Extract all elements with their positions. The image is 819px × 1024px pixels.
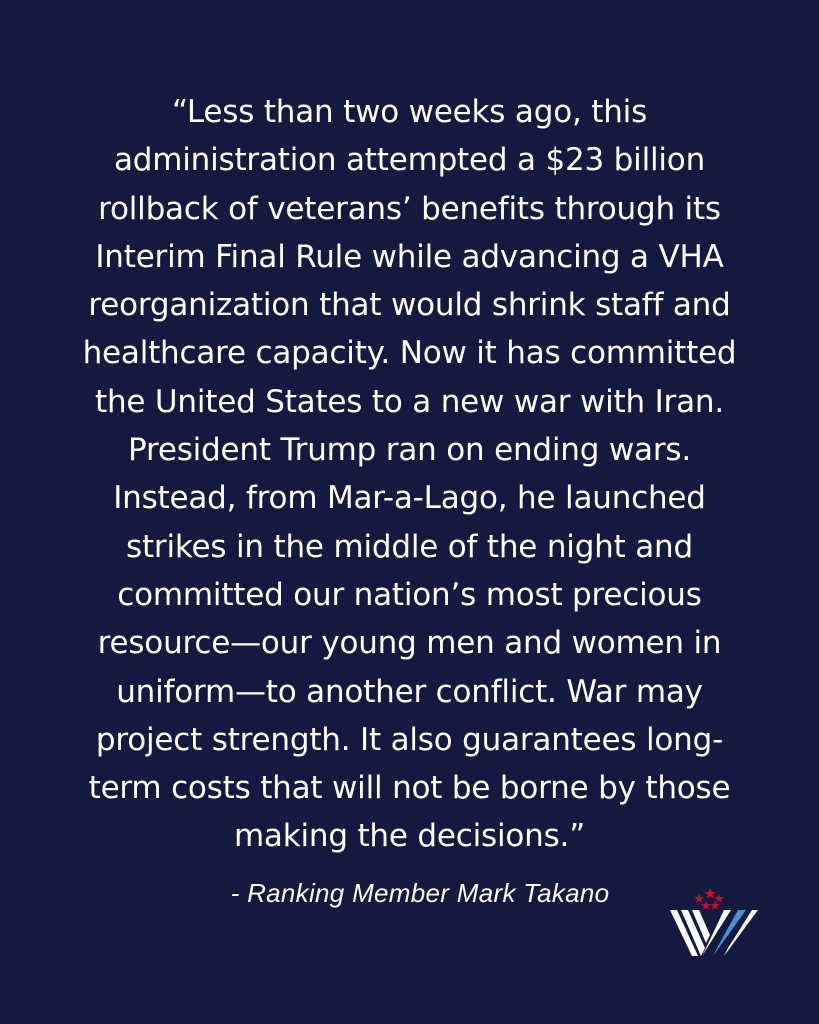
quote-line: healthcare capacity. Now it has committed: [82, 335, 737, 372]
quote-line: term costs that will not be borne by those: [88, 770, 731, 807]
attribution: - Ranking Member Mark Takano: [230, 878, 610, 908]
star-icon: [701, 901, 711, 910]
quote-line: uniform—to another conflict. War may: [116, 673, 703, 710]
quote-line: reorganization that would shrink staff and: [88, 287, 731, 324]
quote-text: [40, 88, 779, 861]
quote-line: strikes in the middle of the night and: [126, 528, 693, 565]
quote-line: rollback of veterans’ benefits through its: [98, 190, 721, 227]
v-stripe-blue-right: [713, 910, 746, 956]
star-icon: [710, 901, 720, 910]
quote-line: “Less than two weeks ago, this: [171, 94, 648, 130]
quote-line: Interim Final Rule while advancing a VHA: [95, 238, 724, 275]
quote-line: President Trump ran on ending wars.: [128, 432, 691, 469]
stars-group: [694, 888, 724, 910]
quote-line: making the decisions.”: [233, 818, 586, 855]
v-stripes-group: [670, 910, 758, 956]
quote-line: Instead, from Mar-a-Lago, he launched: [113, 480, 706, 517]
star-icon: [705, 888, 716, 898]
star-icon: [694, 894, 704, 903]
quote-line: project strength. It also guarantees long-: [95, 721, 724, 758]
v-stars-logo-icon: [668, 888, 760, 958]
quote-line: resource—our young men and women in: [97, 625, 722, 662]
star-icon: [714, 894, 724, 903]
quote-line: administration attempted a $23 billion: [113, 142, 706, 179]
quote-line: the United States to a new war with Iran.: [94, 383, 724, 420]
quote-line: committed our nation’s most precious: [117, 576, 702, 613]
